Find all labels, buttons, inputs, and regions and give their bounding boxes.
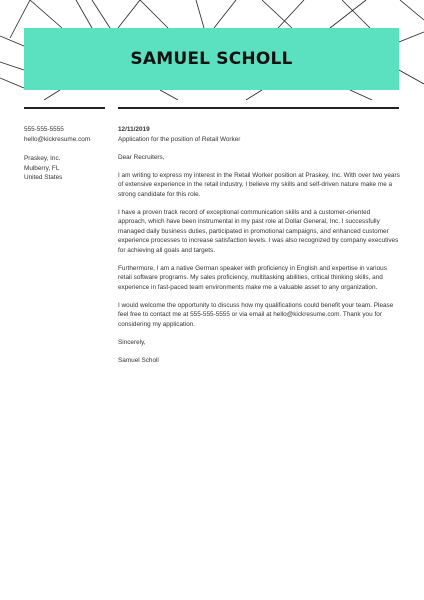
paragraph-closing: I would welcome the opportunity to discuss how my qualifications could benefit your team. Please feel free to contact me at 555-555-5555 or via email at hello@kickresume.com. Thank you for considering my application. bbox=[118, 301, 394, 328]
closing: Sincerely, bbox=[118, 338, 146, 346]
applicant-name: SAMUEL SCHOLL bbox=[130, 49, 293, 69]
signature: Samuel Scholl bbox=[118, 356, 159, 364]
letter-body bbox=[118, 125, 400, 374]
recipient-company: Praskey, Inc. bbox=[24, 155, 61, 162]
content-divider bbox=[118, 107, 399, 109]
paragraph-skills: Furthermore, I am a native German speaker with proficiency in English and expertise in various retail software programs. My sales proficiency, multitasking abilities, critical thinking skills, and experience in fast-paced team environments make me a valuable asset to any organization. bbox=[118, 264, 387, 291]
salutation: Dear Recruiters, bbox=[118, 153, 165, 161]
recipient-country: United States bbox=[24, 174, 63, 181]
paragraph-experience: I have a proven track record of exceptional communication skills and a customer-oriented approach, which have been instrumental in my past role at Dollar General, Inc. I successfully managed daily business duties, participated in promotional campaigns, and enhanced customer experience processes to increase satisfaction levels. I was also recognized by company executives for achieving all goals and targets. bbox=[118, 208, 399, 254]
letter-subject: Application for the position of Retail Worker bbox=[118, 135, 241, 143]
phone-number: 555-555-5555 bbox=[24, 126, 64, 133]
email-address: hello@kickresume.com bbox=[24, 135, 91, 143]
letter-date: 12/11/2019 bbox=[118, 126, 150, 133]
paragraph-intro: I am writing to express my interest in the Retail Worker position at Praskey, Inc. With over two years of extensive experience in the retail industry, I believe my skills and self-driven nature make me a strong candidate for this role. bbox=[118, 171, 400, 198]
contact-sidebar bbox=[24, 125, 112, 183]
header-band bbox=[24, 28, 399, 90]
sidebar-divider bbox=[24, 107, 105, 109]
spacer bbox=[24, 144, 112, 154]
recipient-city: Mulberry, FL bbox=[24, 164, 60, 172]
